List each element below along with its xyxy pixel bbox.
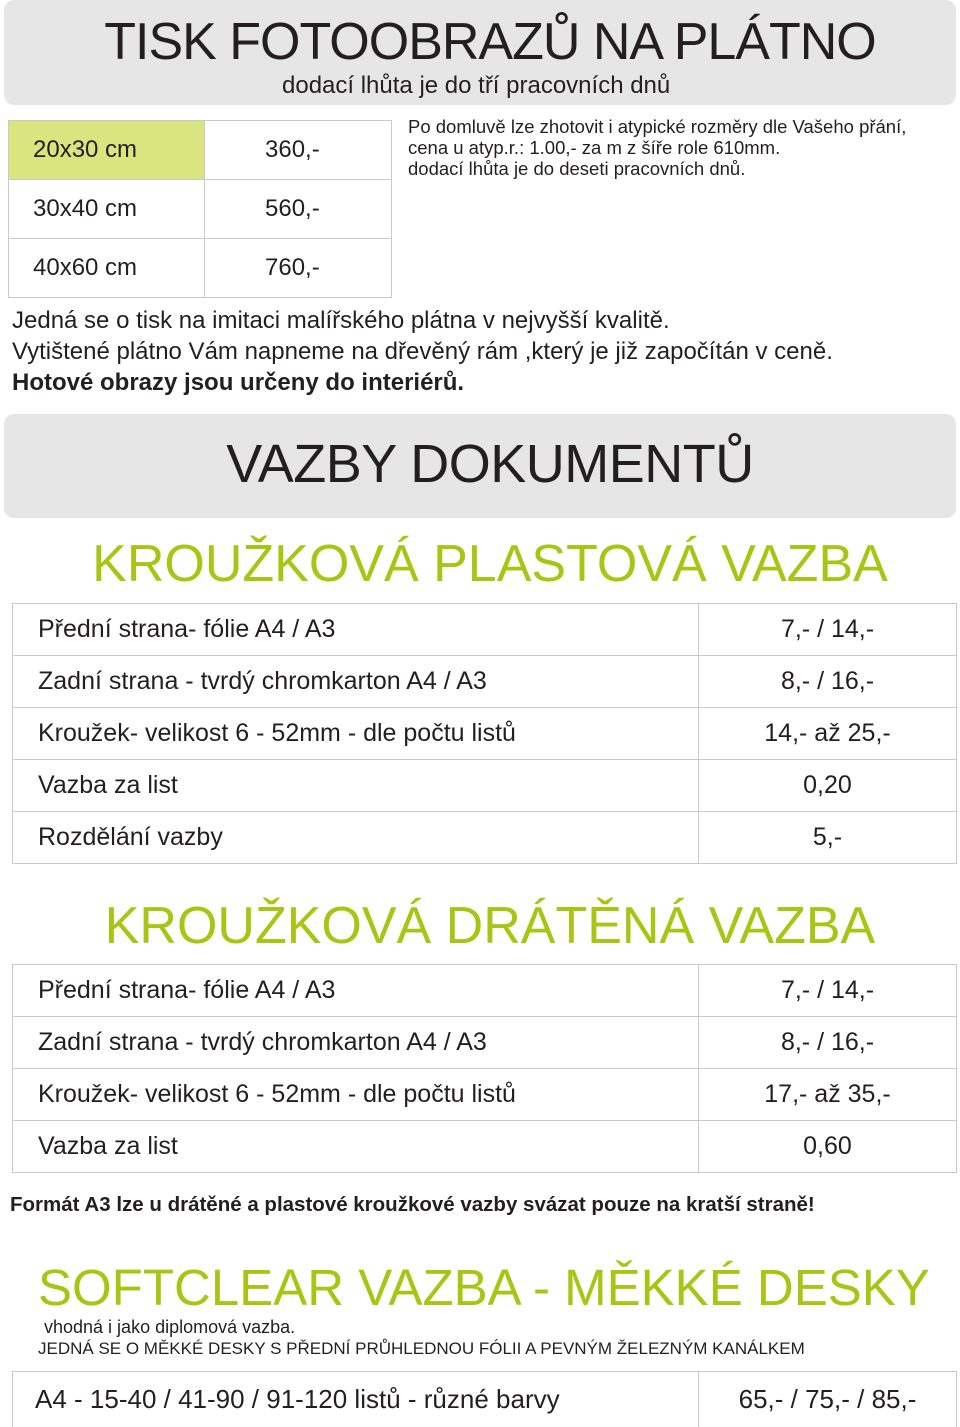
canvas-print-subtitle: dodací lhůta je do tří pracovních dnů [282,72,671,99]
note-line: dodací lhůta je do deseti pracovních dnů. [408,158,746,179]
price-cell: 360,- [205,121,392,180]
description-bold-line: Hotové obrazy jsou určeny do interiérů. [12,369,465,396]
a3-binding-warning: Formát A3 lze u drátěné a plastové kroužkové vazby svázat pouze na kratší straně! [10,1193,815,1216]
table-row [13,1372,957,1427]
canvas-size-price-table [8,120,392,298]
item-label: Rozdělání vazby [13,812,699,864]
item-label: Vazba za list [13,1121,699,1173]
note-line: cena u atyp.r.: 1.00,- za m z šíře role 610mm. [408,137,781,158]
table-row [13,604,957,656]
table-row [13,760,957,812]
softclear-price-table [12,1371,957,1427]
item-price: 0,60 [699,1121,957,1173]
table-row [9,180,392,239]
table-row [13,965,957,1017]
item-label: Přední strana- fólie A4 / A3 [13,965,699,1017]
item-label: Kroužek- velikost 6 - 52mm - dle počtu listů [13,1069,699,1121]
table-row [13,812,957,864]
binding-title: VAZBY DOKUMENTŮ [226,434,754,494]
item-label: Zadní strana - tvrdý chromkarton A4 / A3 [13,656,699,708]
size-cell: 20x30 cm [9,121,205,180]
table-row [13,656,957,708]
table-row [9,239,392,298]
note-line: Po domluvě lze zhotovit i atypické rozměry dle Vašeho přání, [408,116,907,137]
canvas-description [12,305,833,398]
item-price: 17,- až 35,- [699,1069,957,1121]
item-label: A4 - 15-40 / 41-90 / 91-120 listů - různé barvy [13,1372,699,1427]
price-cell: 760,- [205,239,392,298]
item-price: 7,- / 14,- [699,604,957,656]
table-row [13,708,957,760]
custom-size-note [408,116,960,179]
item-price: 14,- až 25,- [699,708,957,760]
price-cell: 560,- [205,180,392,239]
item-price: 5,- [699,812,957,864]
size-cell: 40x60 cm [9,239,205,298]
item-price: 7,- / 14,- [699,965,957,1017]
description-line: Vytištené plátno Vám napneme na dřevěný rám ,který je již započítán v ceně. [12,338,833,365]
wire-binding-title: KROUŽKOVÁ DRÁTĚNÁ VAZBA [104,897,876,955]
item-price: 65,- / 75,- / 85,- [699,1372,957,1427]
canvas-print-title: TISK FOTOOBRAZŮ NA PLÁTNO [104,13,876,71]
item-label: Přední strana- fólie A4 / A3 [13,604,699,656]
table-row [9,121,392,180]
item-label: Kroužek- velikost 6 - 52mm - dle počtu listů [13,708,699,760]
wire-binding-price-table [12,964,957,1173]
size-cell: 30x40 cm [9,180,205,239]
item-label: Zadní strana - tvrdý chromkarton A4 / A3 [13,1017,699,1069]
table-row [13,1017,957,1069]
softclear-title: SOFTCLEAR VAZBA - MĚKKÉ DESKY [38,1259,930,1316]
softclear-description: JEDNÁ SE O MĚKKÉ DESKY S PŘEDNÍ PRŮHLEDNOU FÓLII A PEVNÝM ŽELEZNÝM KANÁLKEM [38,1339,805,1358]
item-price: 8,- / 16,- [699,656,957,708]
item-price: 8,- / 16,- [699,1017,957,1069]
description-line: Jedná se o tisk na imitaci malířského plátna v nejvyšší kvalitě. [12,307,670,334]
table-row [13,1069,957,1121]
softclear-subtitle: vhodná i jako diplomová vazba. [44,1317,296,1337]
plastic-binding-title: KROUŽKOVÁ PLASTOVÁ VAZBA [92,535,888,593]
item-price: 0,20 [699,760,957,812]
item-label: Vazba za list [13,760,699,812]
plastic-binding-price-table [12,603,957,864]
table-row [13,1121,957,1173]
